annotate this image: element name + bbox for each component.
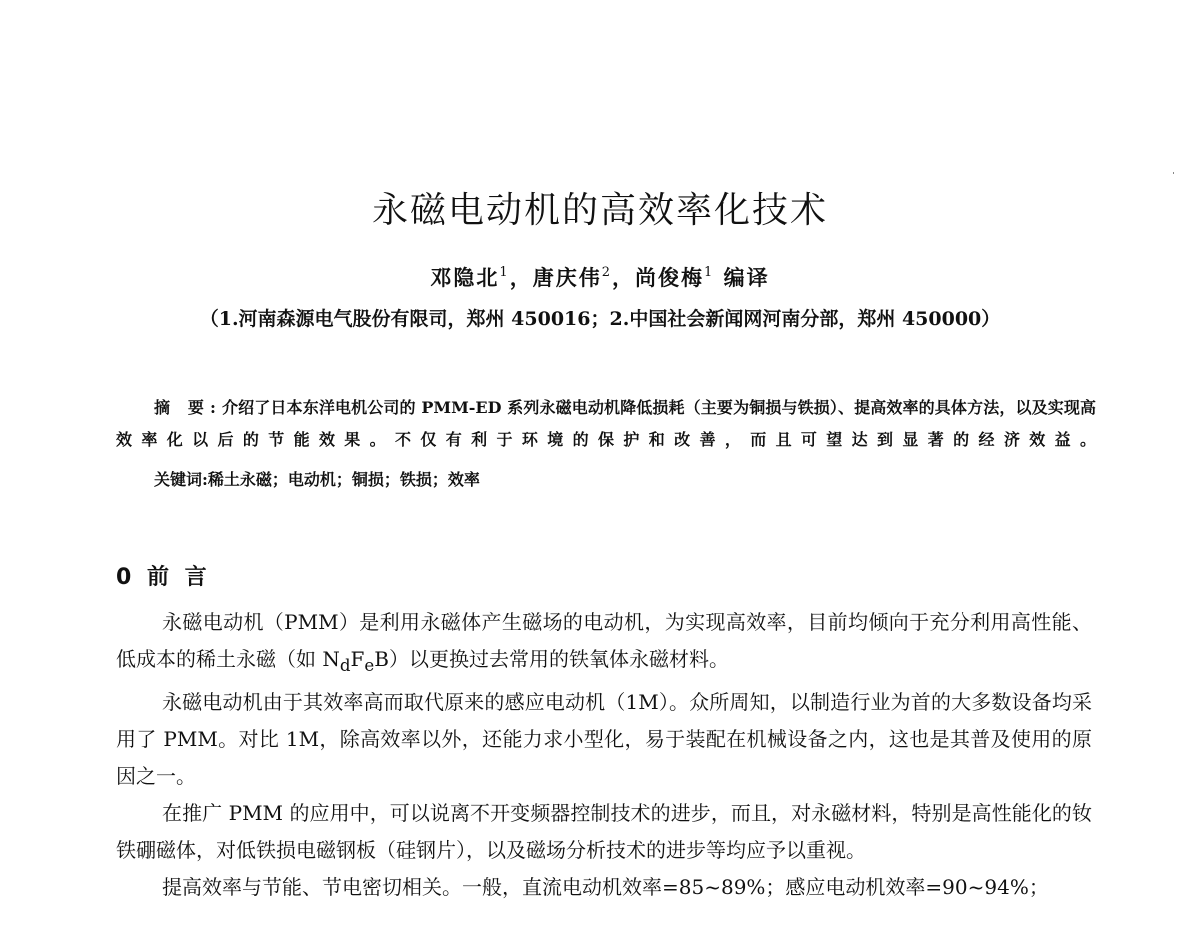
paragraph: 在推广 PMM 的应用中，可以说离不开变频器控制技术的进步，而且，对永磁材料，特别是高性能化的钕铁硼磁体，对低铁损电磁钢板（硅钢片），以及磁场分析技术的进步等均应予以重视。 — [116, 801, 1092, 862]
author-affiliation-mark: 1 — [703, 265, 715, 280]
subscript: e — [364, 656, 375, 675]
abstract — [116, 392, 1096, 456]
abstract-label: 摘 要: — [154, 398, 222, 417]
keywords-label: 关键词: — [154, 470, 208, 489]
paragraph: 永磁电动机由于其效率高而取代原来的感应电动机（1M）。众所周知，以制造行业为首的大多数设备均采用了 PMM。对比 1M，除高效率以外，还能力求小型化，易于装配在机械设备之内，这也是其普及使用的原因之一。 — [116, 690, 1092, 788]
section-heading: 0 前 言 — [116, 565, 211, 590]
author-line — [0, 262, 1200, 292]
keywords — [154, 464, 480, 496]
body-text — [116, 604, 1092, 906]
author-name: 邓隐北 — [430, 265, 500, 290]
author-affiliation-mark: 2 — [601, 265, 612, 280]
author-separator: ， — [611, 265, 635, 290]
paragraph — [116, 604, 1092, 684]
affiliation: （1.河南森源电气股份有限司，郑州 450016；2.中国社会新闻网河南分部，郑州 450000） — [199, 308, 1001, 330]
author-separator: ， — [509, 265, 533, 290]
subscript: d — [339, 656, 351, 675]
author-name: 尚俊梅 — [634, 265, 704, 290]
author-role: 编译 — [723, 265, 770, 290]
author-name: 唐庆伟 — [532, 265, 602, 290]
author-affiliation-mark: 1 — [499, 265, 510, 280]
article-title: 永磁电动机的高效率化技术 — [371, 190, 828, 231]
keywords-text: 稀土永磁；电动机；铜损；铁损；效率 — [207, 470, 480, 489]
paragraph-text: 永磁电动机（PMM）是利用永磁体产生磁场的电动机，为实现高效率，目前均倾向于充分利用高性能、低成本的稀土永磁（如 N — [116, 610, 1092, 671]
paragraph-text: B）以更换过去常用的铁氧体永磁材料。 — [374, 647, 729, 671]
paragraph: 提高效率与节能、节电密切相关。一般，直流电动机效率=85~89%；感应电动机效率=90~94%； — [162, 875, 1049, 899]
paragraph-text: F — [350, 647, 365, 671]
abstract-text: 介绍了日本东洋电机公司的 PMM-ED 系列永磁电动机降低损耗（主要为铜损与铁损）、提高效率的具体方法，以及实现高效率化以后的节能效果。不仅有利于环境的保护和改善，而且可望达到显著的经济效益。 — [116, 398, 1096, 449]
margin-mark — [1173, 172, 1174, 174]
